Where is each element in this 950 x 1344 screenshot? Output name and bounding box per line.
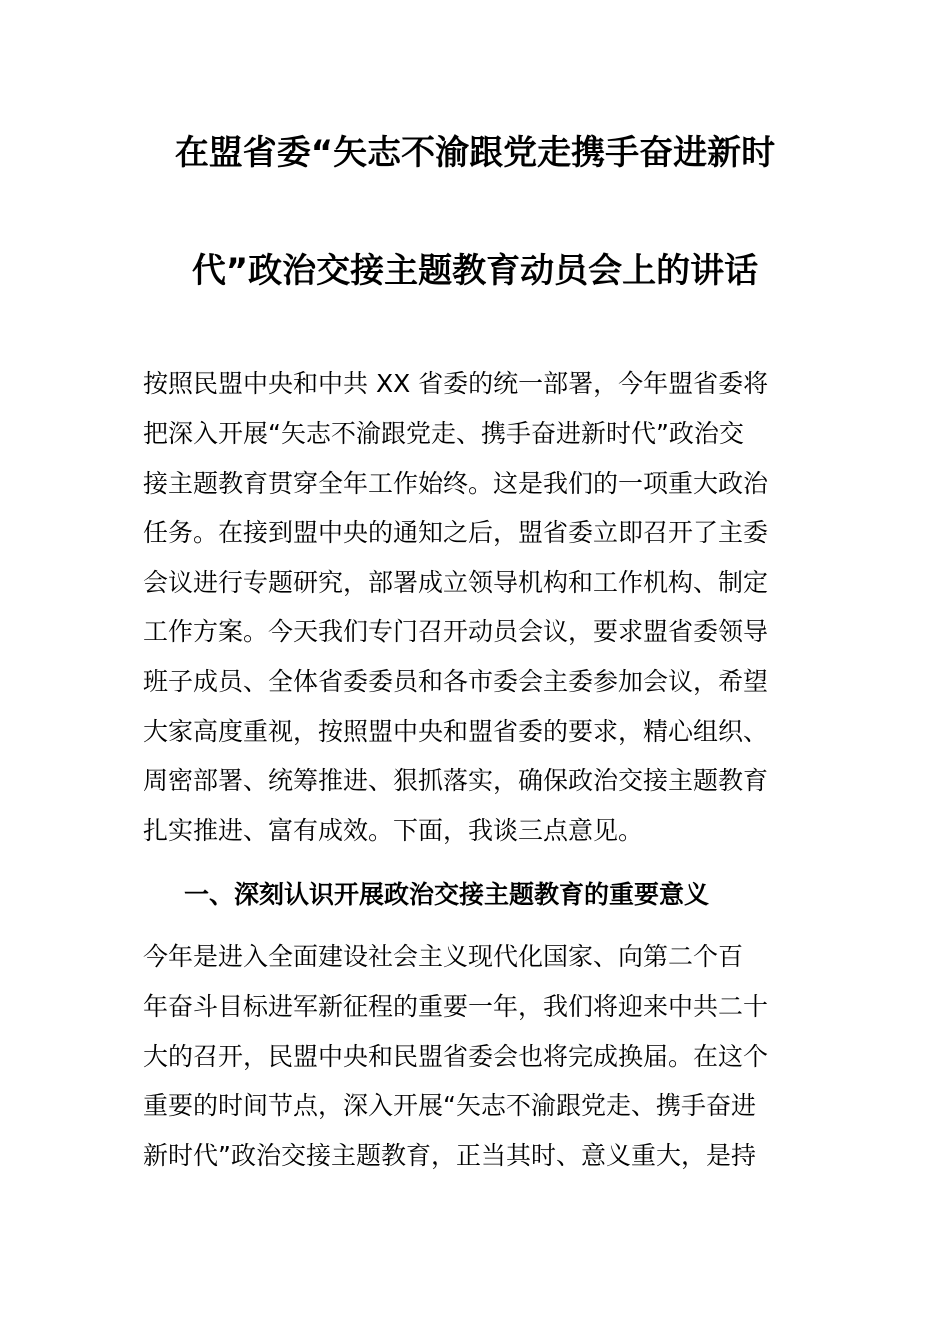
document-title-line-1: 在盟省委“矢志不渝跟党走携手奋进新时 bbox=[174, 133, 776, 173]
paragraph-line: 重要的时间节点，深入开展“矢志不渝跟党走、携手奋进 bbox=[143, 1091, 756, 1120]
paragraph-line: 扎实推进、富有成效。下面，我谈三点意见。 bbox=[143, 816, 644, 845]
paragraph-line: 周密部署、统筹推进、狠抓落实，确保政治交接主题教育 bbox=[143, 766, 769, 795]
paragraph-line: 新时代”政治交接主题教育，正当其时、意义重大，是持 bbox=[143, 1141, 756, 1170]
paragraph-line: 大的召开，民盟中央和民盟省委会也将完成换届。在这个 bbox=[143, 1042, 769, 1071]
paragraph-line: 工作方案。今天我们专门召开动员会议，要求盟省委领导 bbox=[143, 617, 769, 646]
paragraph-line: 会议进行专题研究，部署成立领导机构和工作机构、制定 bbox=[143, 568, 769, 597]
paragraph-line: 把深入开展“矢志不渝跟党走、携手奋进新时代”政治交 bbox=[143, 419, 744, 448]
paragraph-line: 今年是进入全面建设社会主义现代化国家、向第二个百 bbox=[143, 942, 744, 971]
document-title-line-2: 代”政治交接主题教育动员会上的讲话 bbox=[191, 251, 759, 291]
section-heading: 一、深刻认识开展政治交接主题教育的重要意义 bbox=[184, 880, 710, 909]
paragraph-line: 年奋斗目标进军新征程的重要一年，我们将迎来中共二十 bbox=[143, 992, 769, 1021]
paragraph-line: 班子成员、全体省委委员和各市委会主委参加会议，希望 bbox=[143, 667, 769, 696]
paragraph-line: 按照民盟中央和中共 XX 省委的统一部署，今年盟省委将 bbox=[143, 369, 769, 398]
paragraph-line: 大家高度重视，按照盟中央和盟省委的要求，精心组织、 bbox=[143, 717, 769, 746]
paragraph-line: 任务。在接到盟中央的通知之后，盟省委立即召开了主委 bbox=[143, 518, 769, 547]
paragraph-line: 接主题教育贯穿全年工作始终。这是我们的一项重大政治 bbox=[143, 469, 769, 498]
